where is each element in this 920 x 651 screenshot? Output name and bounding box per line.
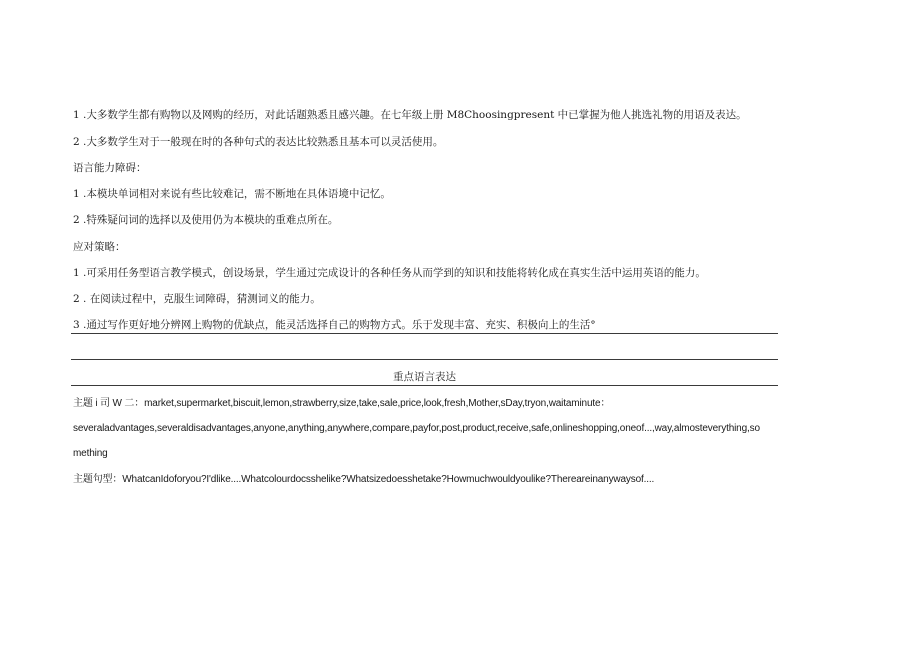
table-rule-bottom — [71, 385, 778, 386]
key-sentence-patterns: 主题句型：WhatcanIdoforyou?I'dlike....Whatcolourdocsshelike?Whatsizedoesshetake?Howmuchwouldyoulike?Thereareinanywaysof.... — [73, 474, 655, 485]
heading-language-barrier: 语言能力障碍： — [73, 162, 147, 174]
table-rule-top — [71, 333, 778, 334]
vocab-line-1: 主题 i 司 W 二：market,supermarket,biscuit,lemon,strawberry,size,take,sale,price,look,fresh,Mother,sDay,tryon,waitaminute： — [73, 398, 611, 409]
analysis-point-2: 2 .大多数学生对于一般现在时的各种句式的表达比较熟悉且基本可以灵活使用。 — [73, 136, 444, 148]
table-rule-mid — [71, 359, 778, 360]
strategy-point-2: 2 . 在阅读过程中，克服生词障碍，猜测词义的能力。 — [73, 293, 321, 305]
barrier-point-1: 1 .本模块单词相对来说有些比较难记，需不断地在具体语境中记忆。 — [73, 188, 391, 200]
heading-strategy: 应对策略： — [73, 241, 126, 253]
strategy-point-3: 3 .通过写作更好地分辨网上购物的优缺点，能灵活选择自己的购物方式。乐于发现丰富、充实、积极向上的生活° — [73, 319, 596, 331]
vocab-line-2: severaladvantages,severaldisadvantages,anyone,anything,anywhere,compare,payfor,post,product,receive,safe,onlineshopping,oneof...,way,almosteverything,so — [73, 423, 760, 434]
analysis-point-1: 1 .大多数学生都有购物以及网购的经历，对此话题熟悉且感兴趣。在七年级上册 M8Choosingpresent 中已掌握为他人挑选礼物的用语及表达。 — [73, 109, 747, 121]
vocab-line-3: mething — [73, 448, 108, 459]
key-language-title: 重点语言表达 — [393, 371, 456, 383]
barrier-point-2: 2 .特殊疑问词的选择以及使用仍为本模块的重难点所在。 — [73, 214, 339, 226]
strategy-point-1: 1 .可采用任务型语言教学模式，创设场景，学生通过完成设计的各种任务从而学到的知识和技能将转化成在真实生活中运用英语的能力。 — [73, 267, 706, 279]
